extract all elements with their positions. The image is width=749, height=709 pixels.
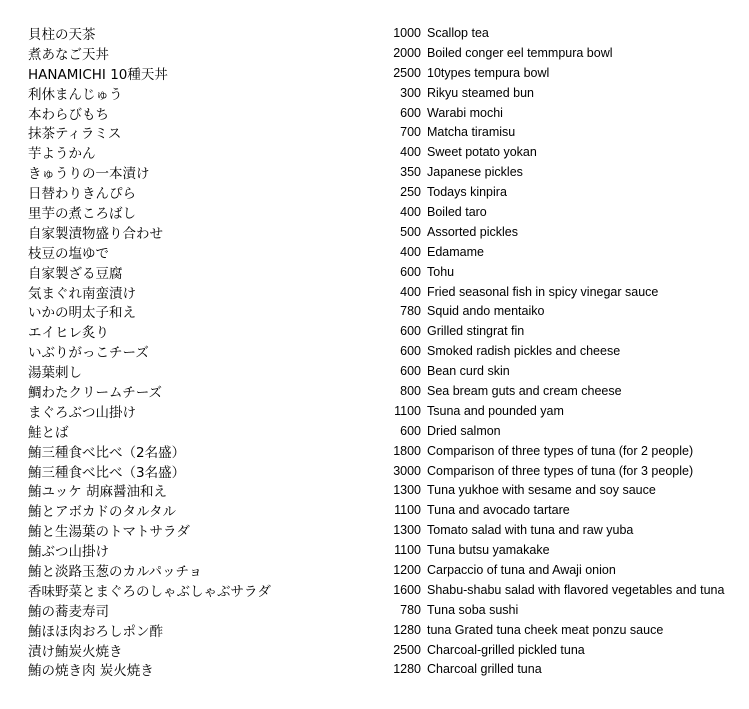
item-english-name: Sweet potato yokan xyxy=(427,145,537,160)
menu-row-25 xyxy=(28,500,728,520)
item-price: 780 xyxy=(400,602,421,617)
item-price: 250 xyxy=(400,185,421,200)
item-price: 780 xyxy=(400,304,421,319)
item-price: 1000 xyxy=(393,25,421,40)
item-english-name: Tsuna and pounded yam xyxy=(427,403,564,418)
item-english-name: Tuna soba sushi xyxy=(427,602,519,617)
menu-row-2 xyxy=(28,43,728,63)
menu-row-31 xyxy=(28,620,728,640)
item-english-name: Comparison of three types of tuna (for 2 people) xyxy=(427,443,694,458)
item-japanese-name: 鮪の蕎麦寿司 xyxy=(28,603,109,620)
menu-row-8 xyxy=(28,162,728,182)
item-price: 600 xyxy=(400,105,421,120)
item-japanese-name: 煮あなご天丼 xyxy=(28,46,109,63)
menu-row-19 xyxy=(28,381,728,401)
item-english-name: Japanese pickles xyxy=(427,165,523,180)
menu-row-16 xyxy=(28,321,728,341)
item-japanese-name: きゅうりの一本漬け xyxy=(28,166,150,183)
item-japanese-name: 鮪とアボカドのタルタル xyxy=(28,504,176,521)
item-japanese-name: 本わらびもち xyxy=(28,106,109,123)
item-price: 600 xyxy=(400,364,421,379)
menu-row-28 xyxy=(28,560,728,580)
item-price: 1300 xyxy=(393,523,421,538)
item-english-name: Tuna yukhoe with sesame and soy sauce xyxy=(427,483,656,498)
menu-row-24 xyxy=(28,480,728,500)
item-price: 1600 xyxy=(393,582,421,597)
item-japanese-name: 気まぐれ南蛮漬け xyxy=(28,285,136,302)
item-price: 400 xyxy=(400,204,421,219)
item-price: 2500 xyxy=(393,642,421,657)
item-price: 600 xyxy=(400,423,421,438)
menu-row-3 xyxy=(28,63,728,83)
item-english-name: Tuna and avocado tartare xyxy=(427,503,570,518)
item-japanese-name: 鮪ほほ肉おろしポン酢 xyxy=(28,623,163,640)
item-japanese-name: 鮪三種食べ比べ（3名盛） xyxy=(28,464,186,481)
item-price: 400 xyxy=(400,244,421,259)
menu-row-4 xyxy=(28,83,728,103)
item-japanese-name: 鮪三種食べ比べ（2名盛） xyxy=(28,444,186,461)
item-english-name: Warabi mochi xyxy=(427,105,503,120)
item-japanese-name: 湯葉刺し xyxy=(28,365,82,382)
menu-row-30 xyxy=(28,600,728,620)
item-english-name: Squid ando mentaiko xyxy=(427,304,545,319)
item-japanese-name: 鮪と生湯葉のトマトサラダ xyxy=(28,524,190,541)
item-price: 600 xyxy=(400,324,421,339)
item-english-name: Smoked radish pickles and cheese xyxy=(427,344,621,359)
menu-row-9 xyxy=(28,182,728,202)
item-english-name: Tohu xyxy=(427,264,455,279)
item-japanese-name: 香味野菜とまぐろのしゃぶしゃぶサラダ xyxy=(28,583,271,600)
item-japanese-name: 抹茶ティラミス xyxy=(28,126,122,143)
item-price: 600 xyxy=(400,344,421,359)
item-english-name: Todays kinpira xyxy=(427,185,507,200)
item-japanese-name: まぐろぶつ山掛け xyxy=(28,404,136,421)
item-english-name: Shabu-shabu salad with flavored vegetables and tuna xyxy=(427,582,725,597)
item-price: 2000 xyxy=(393,45,421,60)
menu-row-21 xyxy=(28,421,728,441)
item-english-name: Sea bream guts and cream cheese xyxy=(427,383,622,398)
item-japanese-name: 鮪と淡路玉葱のカルパッチョ xyxy=(28,564,203,580)
item-english-name: Charcoal-grilled pickled tuna xyxy=(427,642,585,657)
menu-row-5 xyxy=(28,103,728,123)
item-english-name: Tomato salad with tuna and raw yuba xyxy=(427,523,634,538)
item-japanese-name: 鮪の焼き肉 炭火焼き xyxy=(28,663,154,680)
menu-row-10 xyxy=(28,202,728,222)
item-japanese-name: 鮪ぶつ山掛け xyxy=(28,544,109,561)
item-price: 300 xyxy=(400,85,421,100)
item-japanese-name: HANAMICHI 10種天丼 xyxy=(28,66,168,83)
item-japanese-name: いぶりがっこチーズ xyxy=(28,345,149,362)
item-english-name: Boiled taro xyxy=(427,204,487,219)
item-english-name: Edamame xyxy=(427,244,484,259)
item-price: 600 xyxy=(400,264,421,279)
item-japanese-name: 鮭とば xyxy=(28,424,69,441)
menu-row-1 xyxy=(28,23,728,43)
item-japanese-name: 里芋の煮ころばし xyxy=(28,205,136,222)
item-english-name: Dried salmon xyxy=(427,423,501,438)
menu-row-22 xyxy=(28,441,728,461)
item-price: 1100 xyxy=(394,503,421,518)
item-price: 1280 xyxy=(393,662,421,677)
item-price: 1100 xyxy=(394,543,421,558)
menu-row-13 xyxy=(28,262,728,282)
item-price: 1300 xyxy=(393,483,421,498)
item-japanese-name: エイヒレ炙り xyxy=(28,325,109,342)
item-japanese-name: 漬け鮪炭火焼き xyxy=(28,643,123,660)
item-japanese-name: 自家製漬物盛り合わせ xyxy=(28,225,163,242)
menu-list xyxy=(28,23,728,679)
item-japanese-name: 利休まんじゅう xyxy=(28,86,123,103)
item-english-name: Tuna butsu yamakake xyxy=(427,543,550,558)
menu-row-26 xyxy=(28,520,728,540)
item-japanese-name: 芋ようかん xyxy=(28,146,96,163)
menu-row-14 xyxy=(28,282,728,302)
item-english-name: Matcha tiramisu xyxy=(427,125,516,140)
item-english-name: Grilled stingrat fin xyxy=(427,324,525,339)
item-price: 1280 xyxy=(393,622,421,637)
item-english-name: Comparison of three types of tuna (for 3 people) xyxy=(427,463,694,478)
item-japanese-name: いかの明太子和え xyxy=(28,305,136,322)
item-japanese-name: 枝豆の塩ゆで xyxy=(28,245,109,262)
item-price: 800 xyxy=(400,383,421,398)
item-price: 3000 xyxy=(393,463,421,478)
item-price: 400 xyxy=(400,284,421,299)
item-english-name: tuna Grated tuna cheek meat ponzu sauce xyxy=(427,622,664,637)
menu-row-11 xyxy=(28,222,728,242)
item-price: 1200 xyxy=(393,562,421,577)
menu-row-12 xyxy=(28,242,728,262)
item-english-name: Scallop tea xyxy=(427,25,489,40)
item-japanese-name: 鯛わたクリームチーズ xyxy=(28,384,163,401)
item-english-name: Fried seasonal fish in spicy vinegar sauce xyxy=(427,284,659,299)
menu-row-17 xyxy=(28,341,728,361)
menu-row-20 xyxy=(28,401,728,421)
item-price: 2500 xyxy=(393,65,421,80)
menu-row-15 xyxy=(28,301,728,321)
menu-row-32 xyxy=(28,640,728,660)
item-english-name: Charcoal grilled tuna xyxy=(427,662,542,677)
menu-row-7 xyxy=(28,142,728,162)
item-english-name: Carpaccio of tuna and Awaji onion xyxy=(427,562,616,577)
menu-row-18 xyxy=(28,361,728,381)
item-japanese-name: 自家製ざる豆腐 xyxy=(28,265,123,282)
item-english-name: 10types tempura bowl xyxy=(427,65,550,80)
item-price: 400 xyxy=(400,145,421,160)
item-japanese-name: 貝柱の天茶 xyxy=(28,26,96,43)
item-price: 350 xyxy=(400,165,421,180)
item-english-name: Bean curd skin xyxy=(427,364,510,379)
item-english-name: Boiled conger eel temmpura bowl xyxy=(427,45,613,60)
item-english-name: Rikyu steamed bun xyxy=(427,85,535,100)
item-price: 700 xyxy=(400,125,421,140)
menu-row-23 xyxy=(28,461,728,481)
menu-row-27 xyxy=(28,540,728,560)
item-price: 1800 xyxy=(393,443,421,458)
item-price: 1100 xyxy=(394,403,421,418)
menu-row-33 xyxy=(28,660,728,680)
item-english-name: Assorted pickles xyxy=(427,224,519,239)
menu-row-29 xyxy=(28,580,728,600)
item-price: 500 xyxy=(400,224,421,239)
menu-row-6 xyxy=(28,122,728,142)
item-japanese-name: 日替わりきんぴら xyxy=(28,186,136,203)
item-japanese-name: 鮪ユッケ 胡麻醤油和え xyxy=(28,484,168,501)
